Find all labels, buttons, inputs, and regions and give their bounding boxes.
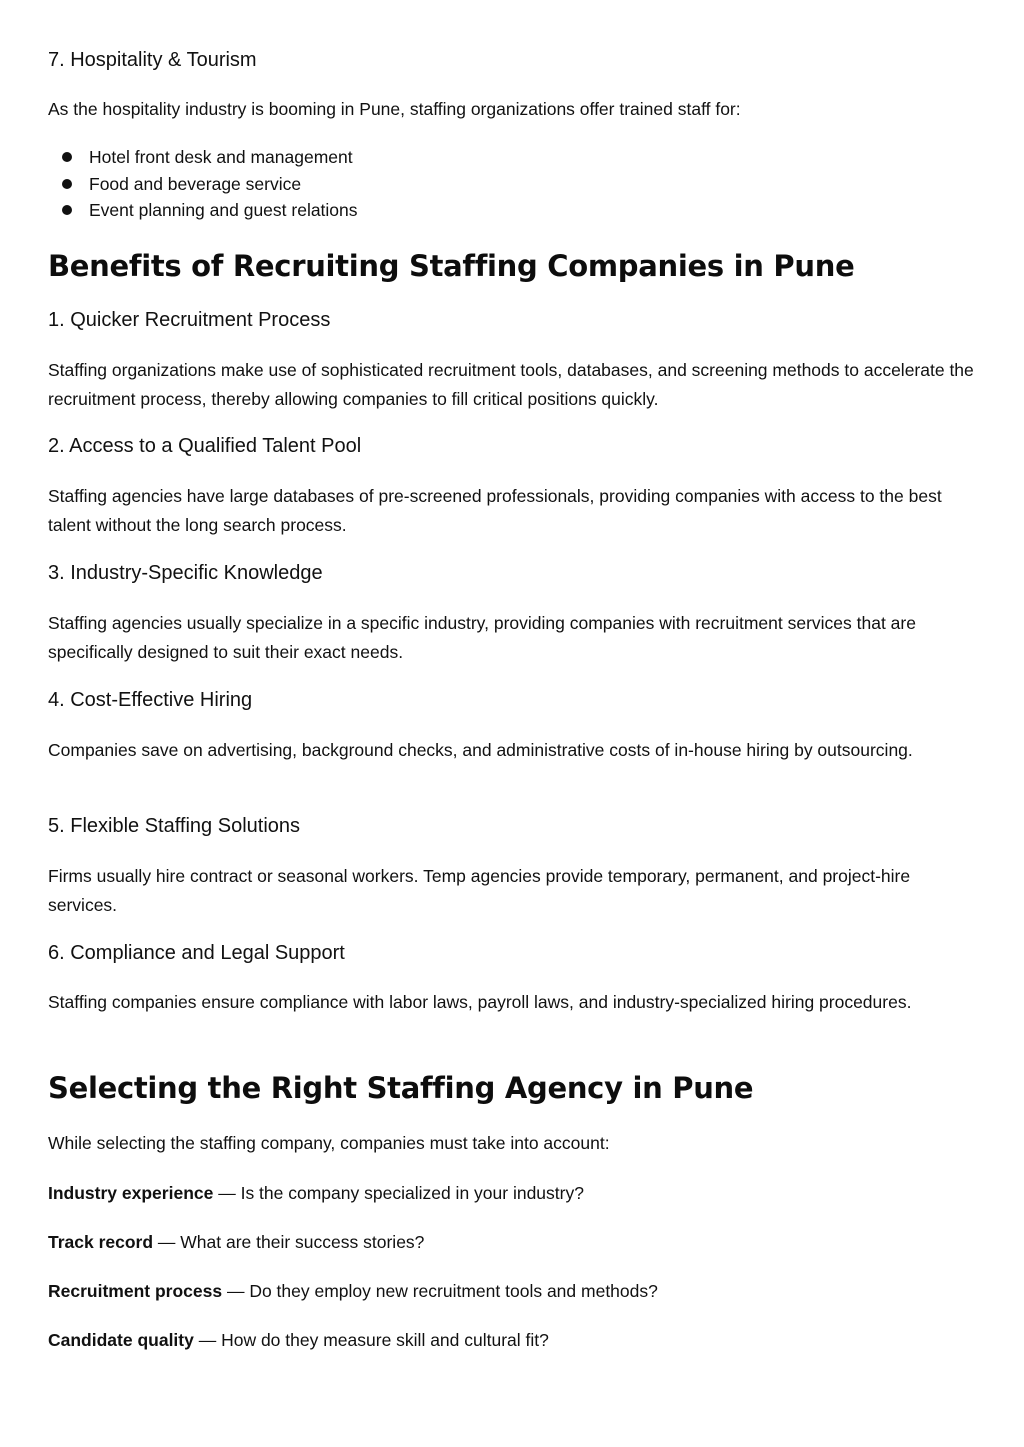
benefit-heading: 4. Cost-Effective Hiring	[48, 689, 253, 711]
list-item: Food and beverage service	[62, 171, 358, 198]
criterion-label: Track record	[48, 1232, 154, 1252]
benefit-body: Firms usually hire contract or seasonal workers. Temp agencies provide temporary, permanent, and project-hire services.	[48, 866, 911, 915]
criterion-text: — Is the company specialized in your industry?	[213, 1183, 584, 1203]
criterion-row	[48, 1328, 549, 1352]
benefit-heading: 6. Compliance and Legal Support	[48, 942, 345, 964]
benefit-heading: 3. Industry-Specific Knowledge	[48, 562, 323, 584]
benefit-heading: 2. Access to a Qualified Talent Pool	[48, 435, 362, 457]
benefit-body: Staffing companies ensure compliance with labor laws, payroll laws, and industry-specialized hiring procedures.	[48, 992, 912, 1012]
criterion-row	[48, 1230, 424, 1254]
criterion-text: — How do they measure skill and cultural fit?	[193, 1330, 549, 1350]
criterion-text: — What are their success stories?	[153, 1232, 425, 1252]
bullet-icon	[62, 152, 72, 162]
criterion-row	[48, 1279, 658, 1303]
criterion-label: Industry experience	[48, 1183, 214, 1203]
hospitality-list	[62, 144, 358, 224]
bullet-icon	[62, 205, 72, 215]
criterion-label: Recruitment process	[48, 1281, 223, 1301]
hospitality-heading: 7. Hospitality & Tourism	[48, 49, 257, 71]
list-item: Hotel front desk and management	[62, 144, 358, 171]
benefit-body: Staffing organizations make use of sophisticated recruitment tools, databases, and screening methods to accelerate the recruitment process, thereby allowing companies to fill critical positions quickly.	[48, 360, 974, 409]
benefit-heading: 5. Flexible Staffing Solutions	[48, 815, 301, 837]
benefit-body: Staffing agencies usually specialize in a specific industry, providing companies with recruitment services that are specifically designed to suit their exact needs.	[48, 613, 916, 662]
criterion-label: Candidate quality	[48, 1330, 194, 1350]
list-item: Event planning and guest relations	[62, 197, 358, 224]
hospitality-intro: As the hospitality industry is booming in Pune, staffing organizations offer trained staff for:	[48, 99, 741, 119]
benefit-heading: 1. Quicker Recruitment Process	[48, 309, 331, 331]
bullet-icon	[62, 179, 72, 189]
benefit-body: Staffing agencies have large databases of pre-screened professionals, providing companies with access to the best talent without the long search process.	[48, 486, 942, 535]
benefit-body: Companies save on advertising, background checks, and administrative costs of in-house hiring by outsourcing.	[48, 740, 913, 760]
benefits-title: Benefits of Recruiting Staffing Companies in Pune	[48, 249, 855, 283]
criterion-row	[48, 1181, 584, 1205]
selecting-intro: While selecting the staffing company, companies must take into account:	[48, 1133, 610, 1153]
selecting-title: Selecting the Right Staffing Agency in Pune	[48, 1071, 754, 1105]
criterion-text: — Do they employ new recruitment tools and methods?	[222, 1281, 658, 1301]
